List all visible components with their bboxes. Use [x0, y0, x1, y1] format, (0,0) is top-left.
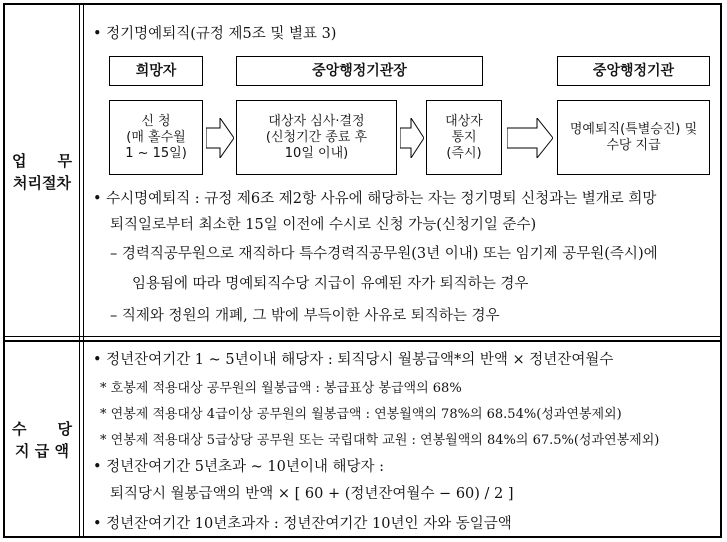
payment-note2: * 연봉제 적용대상 4급이상 공무원의 월봉급액 : 연봉월액의 78%의 68.54%(성과연봉제외) — [100, 407, 622, 422]
step-review-l3: 10일 이내) — [284, 145, 349, 161]
ad-hoc-line1: • 수시명예퇴직 : 규정 제6조 제2항 사유에 해당하는 자는 정기명퇴 신청과는 별개로 희망 — [93, 191, 657, 207]
payment-note3: * 연봉제 적용대상 5급상당 공무원 또는 국립대학 교원 : 연봉월액의 84%의 67.5%(성과연봉제외) — [100, 433, 660, 448]
ad-hoc-sub1-line1: – 경력직공무원으로 재직하다 특수경력직공무원(3년 이내) 또는 임기제 공무원(즉시)에 — [110, 246, 658, 262]
step-review-l2: (신청기간 종료 후 — [265, 129, 368, 145]
step-review — [236, 100, 397, 175]
row-divider-inner — [3, 340, 722, 342]
step-payment-l2: 수당 지급 — [606, 137, 661, 153]
column-divider-inner — [83, 3, 84, 538]
process-label-top-right: 무 — [57, 152, 72, 170]
step-application-l2: (매 홀수월 — [126, 129, 186, 145]
step-application — [109, 100, 203, 175]
payment-label — [4, 418, 80, 462]
arrow-right-icon — [400, 118, 424, 158]
step-review-l1: 대상자 심사·결정 — [268, 113, 365, 129]
payment-line2: • 정년잔여기간 5년초과 ~ 10년이내 해당자 : — [93, 459, 385, 475]
payment-line3: • 정년잔여기간 10년초과자 : 정년잔여기간 10년인 자와 동일금액 — [93, 516, 512, 532]
arrow-right-icon — [206, 118, 234, 158]
step-payment — [557, 100, 710, 175]
payment-note1: * 호봉제 적용대상 공무원의 월봉급액 : 봉급표상 봉급액의 68% — [100, 381, 462, 396]
payment-formula: 퇴직당시 월봉급액의 반액 × [ 60 + (정년잔여월수 − 60) / 2 ] — [110, 486, 514, 502]
ad-hoc-sub1-line2: 임용됨에 따라 명예퇴직수당 지급이 유예된 자가 퇴직하는 경우 — [132, 276, 529, 292]
process-label — [4, 150, 80, 194]
arrow-right-icon — [507, 118, 553, 158]
step-notice-l1: 대상자 — [445, 113, 483, 129]
step-application-l1: 신 청 — [141, 113, 171, 129]
process-label-top: 업 — [12, 152, 27, 170]
step-notice-l3: (즉시) — [446, 145, 482, 161]
step-notice-l2: 통지 — [451, 129, 477, 145]
regular-retirement-title: • 정기명예퇴직(규정 제5조 및 별표 3) — [93, 26, 337, 42]
step-notice — [426, 100, 502, 175]
payment-label-top-left: 수 — [12, 420, 27, 438]
ad-hoc-sub2: – 직제와 정원의 개폐, 그 밖에 부득이한 사유로 퇴직하는 경우 — [110, 308, 500, 324]
payment-label-top-right: 당 — [57, 420, 72, 438]
header-agency-head: 중앙행정기관장 — [236, 56, 483, 86]
header-central-agency: 중앙행정기관 — [557, 56, 710, 86]
ad-hoc-line2: 퇴직일로부터 최소한 15일 이전에 수시로 신청 가능(신청기일 준수) — [110, 217, 537, 233]
header-applicant: 희망자 — [109, 56, 203, 86]
payment-label-bottom: 지 급 액 — [15, 442, 69, 460]
step-application-l3: 1 ~ 15일) — [125, 145, 187, 161]
row-divider — [3, 336, 722, 337]
payment-line1: • 정년잔여기간 1 ~ 5년이내 해당자 : 퇴직당시 월봉급액*의 반액 × 정년잔여월수 — [93, 352, 614, 368]
step-payment-l1: 명예퇴직(특별승진) 및 — [569, 121, 698, 137]
process-label-bottom: 처리절차 — [13, 174, 71, 192]
